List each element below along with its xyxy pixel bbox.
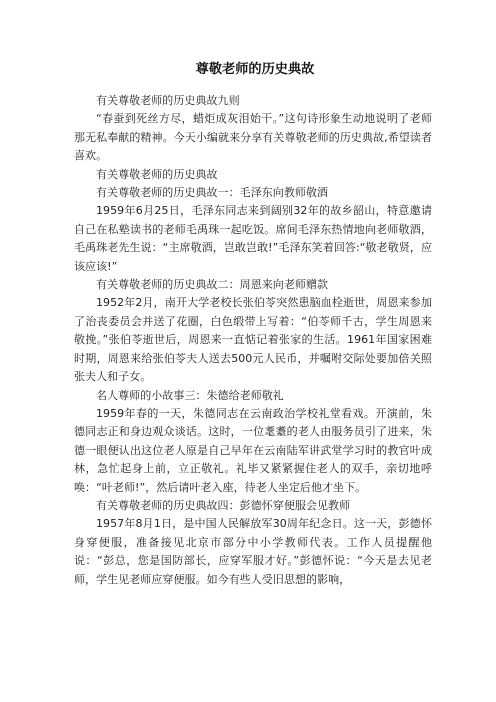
paragraph-5: 1959年6月25日，毛泽东同志来到阔别32年的故乡韶山，特意邀请自己在私塾读书的老师毛禹珠一起吃饭。席间毛泽东热情地向老师敬酒，毛禹珠老先生说：“主席敬酒，岂敢岂敢!”毛泽东笑着回答:“敬老敬贤，应该应该!” xyxy=(74,204,432,273)
document-body xyxy=(74,92,432,589)
paragraph-8: 名人尊师的小故事三：朱德给老师敬礼 xyxy=(96,388,284,402)
paragraph-1: 有关尊敬老师的历史典故九则 xyxy=(96,94,240,107)
paragraph-9: 1959年春的一天，朱德同志在云南政治学校礼堂看戏。开演前，朱德同志正和身边观众谈话。这时，一位耄耋的老人由服务员引了进来，朱德一眼便认出这位老人原是自己早年在云南陆军讲武堂学习时的教官叶成林，急忙起身上前，立正敬礼。礼毕又紧紧握住老人的双手，亲切地呼唤：“叶老师!”，然后请叶老入座，待老人坐定后他才坐下。 xyxy=(74,406,432,494)
paragraph-7: 1952年2月，南开大学老校长张伯苓突然患脑血栓逝世，周恩来参加了治丧委员会并送了花圈，白色缎带上写着：“伯苓师千古，学生周恩来敬挽。”张伯苓逝世后，周恩来一直惦记着张家的生活。1961年国家困难时期，周恩来给张伯苓夫人送去500元人民币，并嘱咐交际处要加倍关照张夫人和子女。 xyxy=(74,296,432,384)
paragraph-3: 有关尊敬老师的历史典故 xyxy=(96,167,218,181)
paragraph-2: “春蚕到死丝方尽，蜡炬成灰泪始干。”这句诗形象生动地说明了老师那无私奉献的精神。今天小编就来分享有关尊敬老师的历史典故,希望读者喜欢。 xyxy=(74,112,432,163)
paragraph-11: 1957年8月1日，是中国人民解放军30周年纪念日。这一天，彭德怀身穿便服，准备接见北京市部分中小学教师代表。工作人员提醒他说：“彭总，您是国防部长，应穿军服才好。”彭德怀说：“今天是去见老师，学生见老师应穿便服。如今有些人受旧思想的影响， xyxy=(74,517,432,586)
paragraph-6: 有关尊敬老师的历史典故二：周恩来向老师赠款 xyxy=(96,278,329,292)
paragraph-4: 有关尊敬老师的历史典故一：毛泽东向教师敬酒 xyxy=(96,186,329,200)
paragraph-10: 有关尊敬老师的历史典故四：彭德怀穿便服会见教师 xyxy=(96,498,351,512)
document-title: 尊敬老师的历史典故 xyxy=(195,62,315,77)
